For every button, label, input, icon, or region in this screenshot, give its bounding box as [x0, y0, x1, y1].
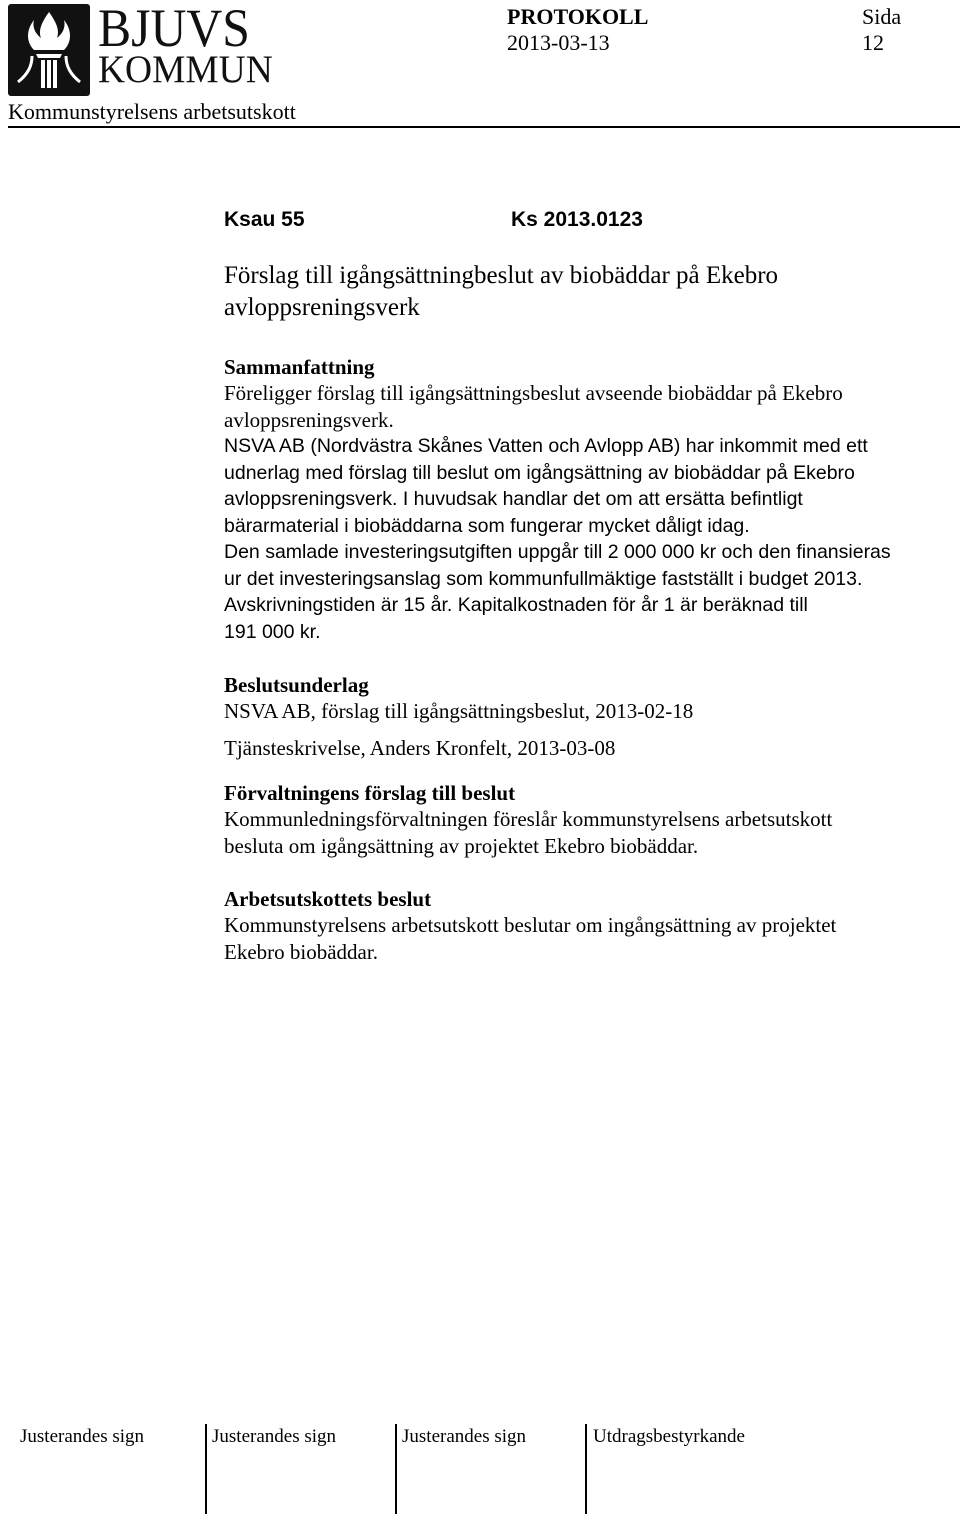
summary-section [224, 354, 954, 645]
signature-divider [585, 1424, 587, 1514]
header-divider [8, 126, 960, 128]
document-type: PROTOKOLL [507, 4, 649, 29]
administration-proposal-heading: Förvaltningens förslag till beslut [224, 781, 516, 805]
committee-decision-line: Kommunstyrelsens arbetsutskott beslutar om ingångsättning av projektet [224, 913, 837, 937]
decision-basis-item: Tjänsteskrivelse, Anders Kronfelt, 2013-03-08 [224, 736, 616, 760]
decision-basis-heading: Beslutsunderlag [224, 673, 369, 697]
municipality-logo [8, 0, 273, 94]
decision-basis-item: NSVA AB, förslag till igångsättningsbeslut, 2013-02-18 [224, 699, 694, 723]
ksau-reference: Ksau 55 [224, 208, 305, 231]
summary-line: bärarmaterial i biobäddarna som fungerar mycket dåligt idag. [224, 514, 750, 537]
administration-proposal-line: besluta om igångsättning av projektet Ekebro biobäddar. [224, 833, 699, 858]
summary-line: NSVA AB (Nordvästra Skånes Vatten och Avlopp AB) har inkommit med ett [224, 435, 868, 457]
ks-reference: Ks 2013.0123 [511, 208, 643, 231]
summary-line: avloppsreningsverk. [224, 407, 394, 432]
logo-wordmark: BJUVS [98, 0, 250, 58]
summary-line: ur det investeringsanslag som kommunfullmäktige fastställt i budget 2013. [224, 567, 863, 590]
signature-label: Justerandes sign [20, 1426, 145, 1447]
signature-label: Utdragsbestyrkande [593, 1426, 745, 1447]
administration-proposal-section [224, 780, 954, 859]
summary-line: 191 000 kr. [224, 620, 321, 643]
summary-line: Föreligger förslag till igångsättningsbeslut avseende biobäddar på Ekebro [224, 381, 843, 405]
committee-decision-line: Ekebro biobäddar. [224, 939, 378, 964]
reference-line [224, 206, 643, 234]
summary-heading: Sammanfattning [224, 355, 375, 379]
committee-name: Kommunstyrelsens arbetsutskott [8, 99, 296, 124]
summary-line: avloppsreningsverk. I huvudsak handlar det om att ersätta befintligt [224, 488, 803, 510]
decision-basis-section [224, 672, 954, 772]
signature-divider [205, 1424, 207, 1514]
administration-proposal-line: Kommunledningsförvaltningen föreslår kommunstyrelsens arbetsutskott [224, 807, 833, 831]
summary-line: udnerlag med förslag till beslut om igångsättning av biobäddar på Ekebro [224, 461, 855, 484]
page-label: Sida [862, 4, 902, 29]
page-number: 12 [862, 30, 884, 55]
signature-row [0, 1410, 960, 1514]
logo-emblem-icon [8, 4, 90, 96]
summary-line: Den samlade investeringsutgiften uppgår till 2 000 000 kr och den finansieras [224, 541, 891, 563]
committee-decision-section [224, 886, 954, 965]
signature-label: Justerandes sign [212, 1426, 337, 1447]
logo-subtitle: KOMMUN [98, 48, 273, 91]
document-title: Förslag till igångsättningbeslut av biobäddar på Ekebro avloppsreningsverk [224, 262, 779, 321]
signature-divider [395, 1424, 397, 1514]
summary-line: Avskrivningstiden är 15 år. Kapitalkostnaden för år 1 är beräknad till [224, 594, 808, 616]
signature-label: Justerandes sign [402, 1426, 527, 1447]
committee-decision-heading: Arbetsutskottets beslut [224, 887, 432, 911]
meeting-date: 2013-03-13 [507, 30, 610, 55]
